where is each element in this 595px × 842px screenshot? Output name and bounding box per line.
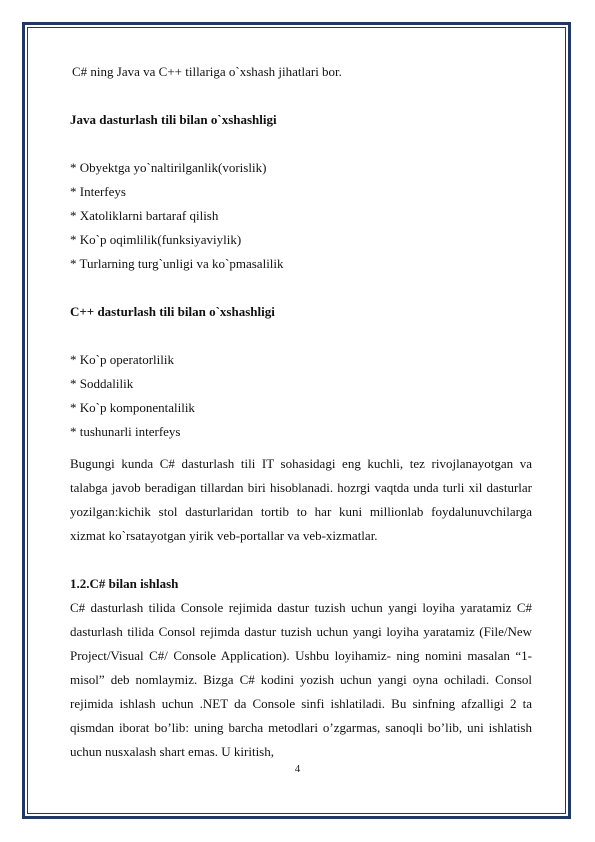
- paragraph-console: C# dasturlash tilida Console rejimida dastur tuzish uchun yangi loyiha yaratamiz C# dasturlash tilida Consol rejimda dastur tuzish uchun yangi loyiha yaratamiz (File/New Project/Visual C#/ Console Application). Ushbu loyihamiz- ning nomini masalan “1-misol” deb nomlaymiz. Bizga C# kodini yozish uchun yangi oyna ochiladi. Consol rejimida ishlash uchun .NET da Console sinfi ishlatiladi. Bu sinfning afzalligi 2 ta qismdan iborat bo’lib: uning barcha metodlari o’zgarmas, sanoqli bo’lib, uni ishlatish uchun nusxalash shart emas. U kiritish,: [70, 600, 532, 759]
- java-item: * Obyektga yo`naltirilganlik(vorislik): [70, 160, 267, 175]
- java-heading: Java dasturlash tili bilan o`xshashligi: [70, 112, 277, 127]
- section-heading: 1.2.C# bilan ishlash: [70, 576, 179, 591]
- java-item: * Ko`p oqimlilik(funksiyaviylik): [70, 232, 242, 247]
- cpp-item: * Ko`p komponentalilik: [70, 400, 195, 415]
- spacer: [70, 84, 532, 108]
- java-item: * Xatoliklarni bartaraf qilish: [70, 208, 219, 223]
- spacer: [70, 132, 532, 156]
- page-number: 4: [294, 763, 301, 775]
- java-item: * Turlarning turg`unligi va ko`pmasalilik: [70, 256, 284, 271]
- paragraph-it-domain: Bugungi kunda C# dasturlash tili IT sohasidagi eng kuchli, tez rivojlanayotgan va talabga javob beradigan tillardan biri hisoblanadi. hozrgi vaqtda unda turli xil dasturlar yozilgan:kichik stol dasturlaridan tortib to har kuni millionlab foydalunuvchilarga xizmat ko`rsatayotgan yirik veb-portallar va veb-xizmatlar.: [70, 456, 532, 543]
- cpp-item: * tushunarli interfeys: [70, 424, 181, 439]
- spacer: [70, 276, 532, 300]
- cpp-item: * Soddalilik: [70, 376, 134, 391]
- document-body: [70, 60, 532, 764]
- java-item: * Interfeys: [70, 184, 126, 199]
- cpp-item: * Ko`p operatorlilik: [70, 352, 174, 367]
- spacer: [70, 548, 532, 572]
- intro-line: C# ning Java va C++ tillariga o`xshash jihatlari bor.: [72, 64, 342, 79]
- spacer: [70, 324, 532, 348]
- cpp-heading: C++ dasturlash tili bilan o`xshashligi: [70, 304, 275, 319]
